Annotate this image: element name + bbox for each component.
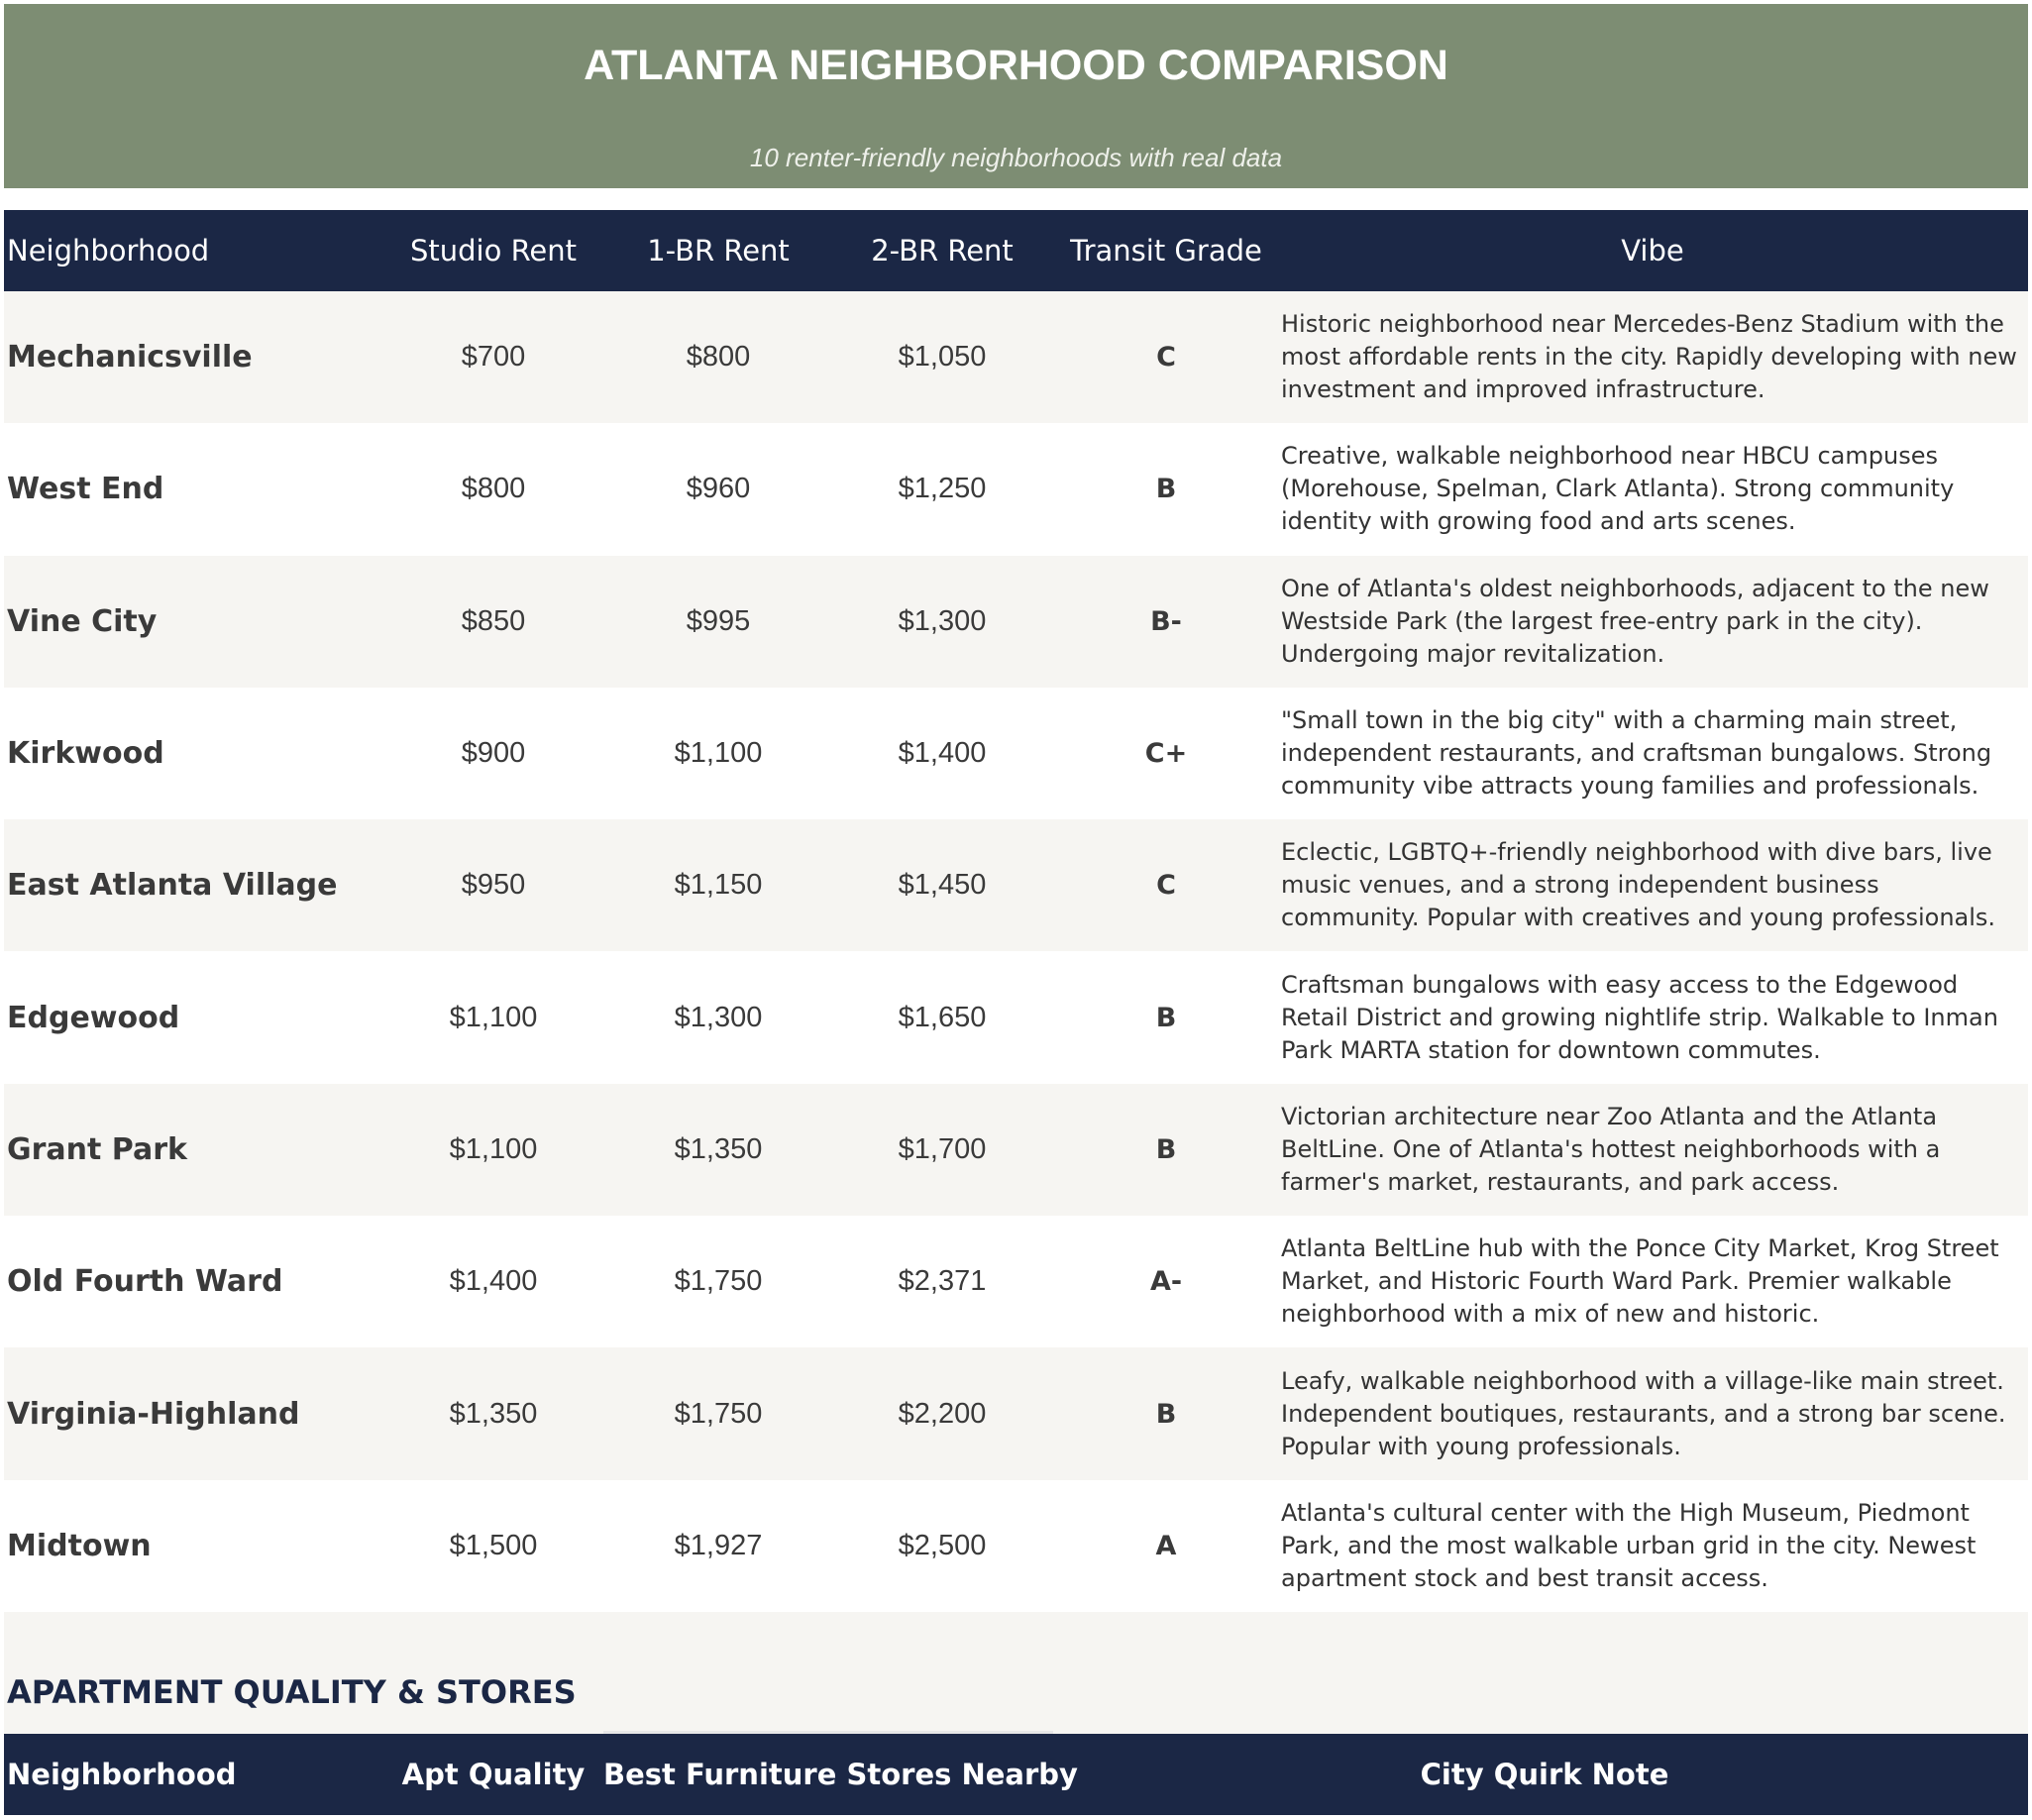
neighborhood-name: Midtown [7,1528,152,1563]
table-row [4,423,2028,555]
column-header-2br-rent: 2-BR Rent [871,234,1014,268]
neighborhood-name: Old Fourth Ward [7,1264,283,1300]
studio-rent: $850 [461,604,526,637]
studio-rent: $1,350 [449,1397,538,1430]
neighborhood-name: Edgewood [7,1000,180,1035]
section-header-band [4,1612,2028,1734]
two-br-rent: $1,250 [898,473,987,505]
two-br-rent: $1,650 [898,1001,987,1033]
studio-rent: $1,100 [449,1132,538,1165]
table-row [4,1347,2028,1479]
column-header-studio-rent: Studio Rent [409,234,578,268]
vibe-description: Atlanta's cultural center with the High Museum, Piedmont Park, and the most walkable urban grid in the city. Newest apartment stock and best transit access. [1281,1498,1977,1592]
section-title: APARTMENT QUALITY & STORES [7,1673,577,1711]
transit-grade: B [1155,474,1177,505]
studio-rent: $950 [461,869,526,902]
vibe-description: Victorian architecture near Zoo Atlanta and the Atlanta BeltLine. One of Atlanta's hottest neighborhoods with a farmer's market, restaurants, and park access. [1281,1102,1941,1196]
vibe-description: Leafy, walkable neighborhood with a village-like main street. Independent boutiques, restaurants, and a strong bar scene. Popular with young professionals. [1281,1366,2006,1460]
studio-rent: $1,100 [449,1001,538,1033]
column-header-1br-rent: 1-BR Rent [647,234,790,268]
two-br-rent: $1,050 [898,341,987,374]
two-br-rent: $1,400 [898,737,987,770]
transit-grade: B [1155,1398,1177,1430]
one-br-rent: $1,300 [674,1001,763,1033]
column-header-city-quirk-note: City Quirk Note [1420,1758,1669,1791]
table-body [4,291,2028,1612]
one-br-rent: $800 [686,341,751,374]
column-header-furniture-stores: Best Furniture Stores Nearby [603,1758,1078,1791]
one-br-rent: $960 [686,473,751,505]
vibe-description: Creative, walkable neighborhood near HBCU campuses (Morehouse, Spelman, Clark Atlanta). Strong community identity with growing food and arts scenes. [1281,442,1955,536]
studio-rent: $800 [461,473,526,505]
one-br-rent: $1,927 [674,1529,763,1561]
column-header-vibe: Vibe [1621,234,1684,268]
neighborhood-name: Vine City [7,603,158,639]
one-br-rent: $1,350 [674,1132,763,1165]
one-br-rent: $1,100 [674,737,763,770]
studio-rent: $1,400 [449,1265,538,1298]
two-br-rent: $2,200 [898,1397,987,1430]
one-br-rent: $995 [686,604,751,637]
transit-grade: C+ [1144,738,1188,770]
column-header-transit-grade: Transit Grade [1070,234,1262,268]
table-row [4,556,2028,688]
neighborhood-name: East Atlanta Village [7,868,338,904]
page-subtitle: 10 renter-friendly neighborhoods with real data [749,143,1283,172]
studio-rent: $900 [461,737,526,770]
two-br-rent: $1,700 [898,1132,987,1165]
neighborhood-name: Grant Park [7,1131,187,1167]
transit-grade: B [1155,1133,1177,1165]
vibe-description: Craftsman bungalows with easy access to the Edgewood Retail District and growing nightlife strip. Walkable to Inman Park MARTA station for downtown commutes. [1281,970,1998,1064]
studio-rent: $1,500 [449,1529,538,1561]
neighborhood-name: West End [7,472,164,507]
title-banner [4,4,2028,188]
vibe-description: One of Atlanta's oldest neighborhoods, adjacent to the new Westside Park (the largest free-entry park in the city). Undergoing major revitalization. [1281,574,1989,668]
table-row [4,291,2028,423]
two-br-rent: $2,500 [898,1529,987,1561]
transit-grade: C [1156,870,1176,902]
column-header-neighborhood: Neighborhood [7,1758,237,1791]
two-br-rent: $2,371 [898,1265,987,1298]
table-row [4,1480,2028,1612]
transit-grade: C [1156,342,1176,374]
two-br-rent: $1,300 [898,604,987,637]
vibe-description: "Small town in the big city" with a charming main street, independent restaurants, and craftsman bungalows. Strong community vibe attracts young families and professionals. [1281,706,1992,801]
neighborhood-name: Virginia-Highland [7,1396,300,1432]
column-header-neighborhood: Neighborhood [7,234,210,268]
studio-rent: $700 [461,341,526,374]
one-br-rent: $1,750 [674,1397,763,1430]
table-row [4,951,2028,1083]
neighborhood-name: Kirkwood [7,736,164,772]
two-br-rent: $1,450 [898,869,987,902]
vibe-description: Atlanta BeltLine hub with the Ponce City Market, Krog Street Market, and Historic Fourth Ward Park. Premier walkable neighborhood with a mix of new and historic. [1281,1234,1999,1329]
transit-grade: B [1155,1002,1177,1033]
quality-table-header [4,1734,2028,1815]
column-header-apt-quality: Apt Quality [401,1758,586,1791]
vibe-description: Historic neighborhood near Mercedes-Benz Stadium with the most affordable rents in the city. Rapidly developing with new investment and improved infrastructure. [1281,310,2017,404]
transit-grade: B- [1150,605,1182,637]
table-row [4,819,2028,951]
one-br-rent: $1,150 [674,869,763,902]
table-row [4,688,2028,819]
table-row [4,1084,2028,1216]
neighborhood-name: Mechanicsville [7,340,253,375]
transit-grade: A [1155,1530,1177,1561]
table-header [4,210,2028,291]
transit-grade: A- [1149,1266,1183,1298]
page-title: ATLANTA NEIGHBORHOOD COMPARISON [584,42,1448,89]
table-row [4,1216,2028,1347]
one-br-rent: $1,750 [674,1265,763,1298]
vibe-description: Eclectic, LGBTQ+-friendly neighborhood with dive bars, live music venues, and a strong independent business community. Popular with creatives and young professionals. [1281,838,1996,932]
